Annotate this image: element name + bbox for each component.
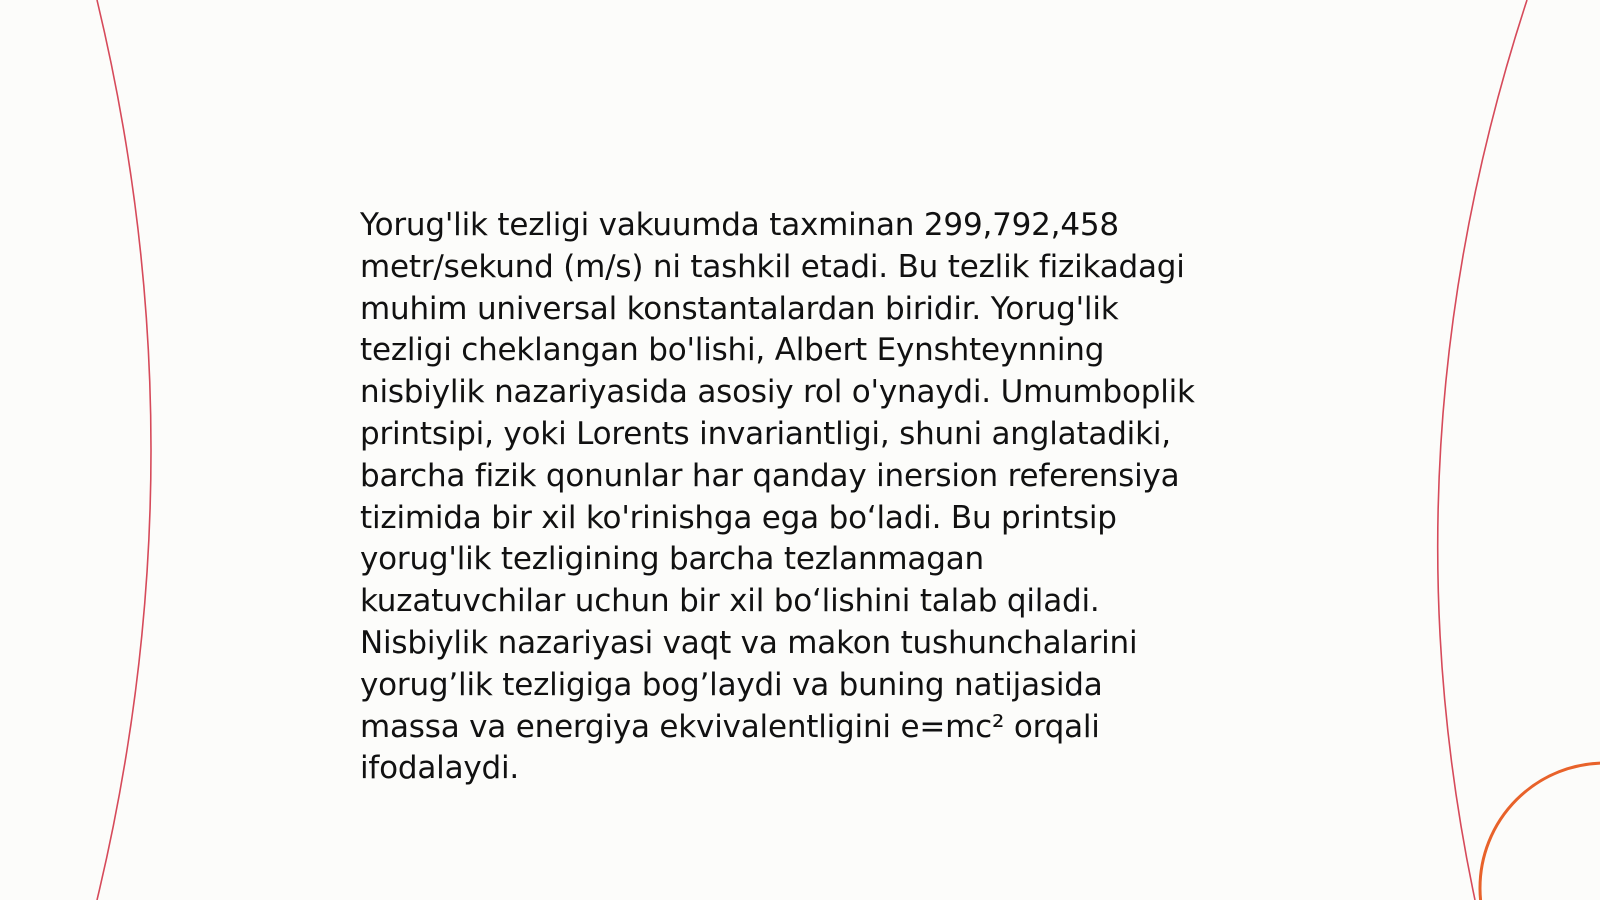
body-text: Yorug'lik tezligi vakuumda taxminan 299,792,458 metr/sekund (m/s) ni tashkil etadi. Bu tezlik fizikadagi muhim universal konstantalardan biridir. Yorug'lik tezligi cheklangan bo'lishi, Albert Eynshteynning nisbiylik nazariyasida asosiy rol o'ynaydi. Umumboplik printsipi, yoki Lorents invariantligi, shuni anglatadiki, barcha fizik qonunlar har qanday inersion referensiya tizimida bir xil ko'rinishga ega bo‘ladi. Bu printsip yorug'lik tezligining barcha tezlanmagan kuzatuvchilar uchun bir xil bo‘lishini talab qiladi. Nisbiylik nazariyasi vaqt va makon tushunchalarini yorug’lik tezligiga bog’laydi va buning natijasida massa va energiya ekvivalentligini e=mc² orqali ifodalaydi. [360,207,1195,787]
left-curve-line [97,0,151,900]
orange-ring [1480,763,1600,900]
right-curve-line [1438,0,1527,900]
